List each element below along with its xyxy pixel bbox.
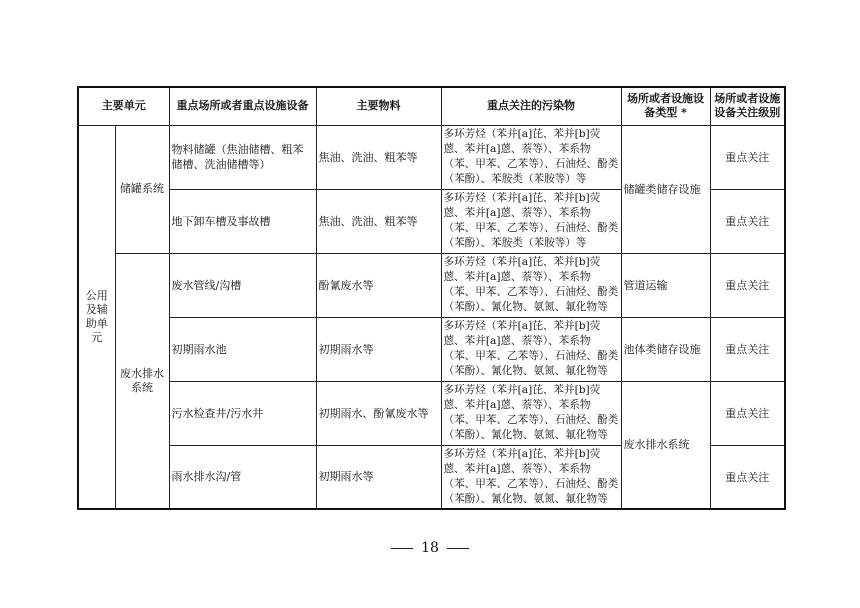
pollutant-cell: 多环芳烃（苯并[a]芘、苯并[b]荧蒽、苯并[a]蒽、萘等）、苯系物（苯、甲苯、乙苯等）、石油烃、酚类（苯酚）、苯胺类（苯胺等）等 (441, 189, 621, 253)
pollutant-cell: 多环芳烃（苯并[a]芘、苯并[b]荧蒽、苯并[a]蒽、萘等）、苯系物（苯、甲苯、乙苯等）、石油烃、酚类（苯酚）、氰化物、氨氮、氟化物等 (441, 445, 621, 509)
facility-cell: 物料储罐（焦油储槽、粗苯储槽、洗油储槽等） (169, 125, 316, 189)
level-cell: 重点关注 (710, 253, 785, 317)
facility-cell: 地下卸车槽及事故槽 (169, 189, 316, 253)
page-number-text: 18 (421, 540, 439, 556)
group-label: 储罐系统 (115, 125, 169, 253)
type-cell: 管道运输 (621, 253, 710, 317)
material-cell: 初期雨水等 (316, 317, 441, 381)
level-cell: 重点关注 (710, 445, 785, 509)
table-row (78, 253, 785, 317)
type-cell: 废水排水系统 (621, 381, 710, 509)
level-cell: 重点关注 (710, 125, 785, 189)
page-number (0, 540, 860, 556)
pollutant-cell: 多环芳烃（苯并[a]芘、苯并[b]荧蒽、苯并[a]蒽、萘等）、苯系物（苯、甲苯、乙苯等）、石油烃、酚类（苯酚）、氰化物、氨氮、氟化物等 (441, 381, 621, 445)
facility-cell: 初期雨水池 (169, 317, 316, 381)
pollutant-cell: 多环芳烃（苯并[a]芘、苯并[b]荧蒽、苯并[a]蒽、萘等）、苯系物（苯、甲苯、乙苯等）、石油烃、酚类（苯酚）、苯胺类（苯胺等）等 (441, 125, 621, 189)
level-cell: 重点关注 (710, 381, 785, 445)
table-row (78, 381, 785, 445)
level-cell: 重点关注 (710, 317, 785, 381)
pollutant-cell: 多环芳烃（苯并[a]芘、苯并[b]荧蒽、苯并[a]蒽、萘等）、苯系物（苯、甲苯、乙苯等）、石油烃、酚类（苯酚）、氰化物、氨氮、氟化物等 (441, 317, 621, 381)
dash-right (447, 548, 469, 549)
material-cell: 初期雨水、酚氰废水等 (316, 381, 441, 445)
header-material: 主要物料 (316, 87, 441, 125)
dash-left (391, 548, 413, 549)
header-type: 场所或者设施设备类型 * (621, 87, 710, 125)
header-row (78, 87, 785, 125)
type-cell: 储罐类储存设施 (621, 125, 710, 253)
facility-table (77, 86, 786, 510)
header-facility: 重点场所或者重点设施设备 (169, 87, 316, 125)
table-row (78, 125, 785, 189)
material-cell: 焦油、洗油、粗苯等 (316, 125, 441, 189)
type-cell: 池体类储存设施 (621, 317, 710, 381)
facility-cell: 废水管线/沟槽 (169, 253, 316, 317)
material-cell: 初期雨水等 (316, 445, 441, 509)
pollutant-cell: 多环芳烃（苯并[a]芘、苯并[b]荧蒽、苯并[a]蒽、萘等）、苯系物（苯、甲苯、乙苯等）、石油烃、酚类（苯酚）、氰化物、氨氮、氟化物等 (441, 253, 621, 317)
header-pollutant: 重点关注的污染物 (441, 87, 621, 125)
unit-label: 公用及辅助单元 (78, 125, 115, 509)
table-row (78, 317, 785, 381)
facility-cell: 雨水排水沟/管 (169, 445, 316, 509)
level-cell: 重点关注 (710, 189, 785, 253)
material-cell: 酚氰废水等 (316, 253, 441, 317)
header-unit: 主要单元 (78, 87, 169, 125)
material-cell: 焦油、洗油、粗苯等 (316, 189, 441, 253)
header-level: 场所或者设施设备关注级别 (710, 87, 785, 125)
facility-cell: 污水检查井/污水井 (169, 381, 316, 445)
group-label: 废水排水系统 (115, 253, 169, 509)
